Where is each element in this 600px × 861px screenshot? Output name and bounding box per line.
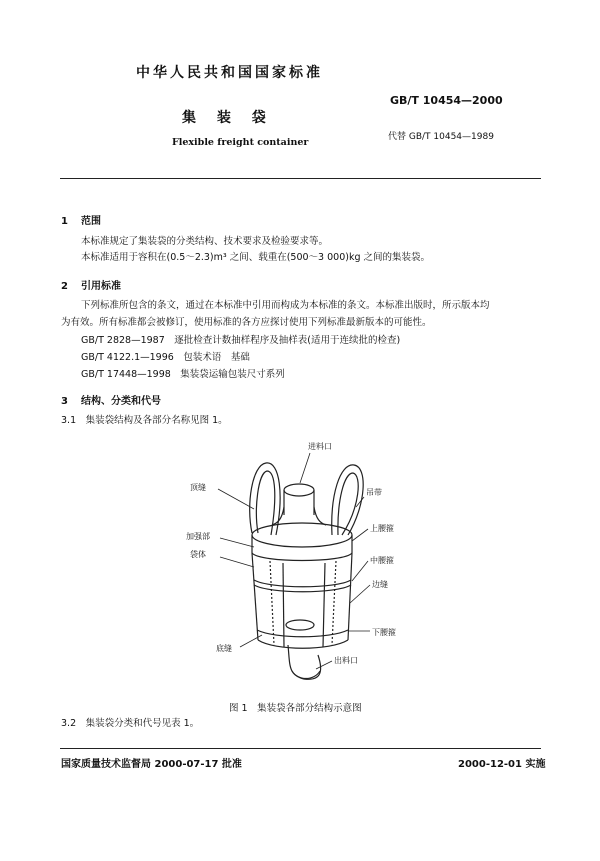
- effective-date: 2000-12-01 实施: [458, 759, 546, 770]
- bag-structure-figure: [180, 435, 420, 690]
- paragraph: 为有效。所有标准都会被修订，使用标准的各方应探讨使用下列标准最新版本的可能性。: [61, 317, 432, 328]
- clause-3-1: 3.1 集装袋结构及各部分名称见图 1。: [61, 415, 228, 426]
- label-inlet: 进料口: [308, 442, 332, 451]
- label-upper-band: 上腰箍: [370, 524, 394, 533]
- document-title: 集 装 袋: [182, 110, 274, 126]
- label-side-seam: 边缝: [372, 580, 388, 589]
- label-reinforcement: 加强部: [186, 532, 210, 541]
- section-1-heading: [61, 212, 101, 227]
- section-title: 结构、分类和代号: [81, 396, 161, 407]
- section-2-heading: [61, 277, 121, 292]
- header-divider: [60, 178, 541, 179]
- reference-item: GB/T 4122.1—1996 包装术语 基础: [81, 352, 250, 363]
- label-lower-band: 下腰箍: [372, 628, 396, 637]
- footer-divider: [60, 748, 541, 749]
- label-bag-body: 袋体: [190, 550, 206, 559]
- paragraph: 本标准规定了集装袋的分类结构、技术要求及检验要求等。: [81, 236, 329, 247]
- standard-number: GB/T 10454—2000: [390, 94, 503, 107]
- reference-item: GB/T 17448—1998 集装袋运输包装尺寸系列: [81, 369, 285, 380]
- paragraph: 下列标准所包含的条文，通过在本标准中引用而构成为本标准的条文。本标准出版时，所示版本均: [81, 300, 490, 311]
- label-bottom-seam: 底缝: [216, 644, 232, 653]
- approval-info: 国家质量技术监督局 2000-07-17 批准: [61, 759, 242, 770]
- section-3-heading: [61, 392, 161, 407]
- national-standard-heading: 中华人民共和国国家标准: [136, 65, 323, 81]
- label-top-seam: 顶缝: [190, 483, 206, 492]
- section-number: 1: [61, 216, 68, 227]
- section-title: 引用标准: [81, 281, 121, 292]
- section-number: 3: [61, 396, 68, 407]
- english-title: Flexible freight container: [172, 137, 309, 148]
- label-middle-band: 中腰箍: [370, 556, 394, 565]
- section-title: 范围: [81, 216, 101, 227]
- replaces-standard: 代替 GB/T 10454—1989: [388, 132, 494, 142]
- figure-caption: 图 1 集装袋各部分结构示意图: [229, 703, 362, 714]
- label-sling: 吊带: [366, 488, 382, 497]
- reference-item: GB/T 2828—1987 逐批检查计数抽样程序及抽样表(适用于连续批的检查): [81, 335, 401, 346]
- section-number: 2: [61, 281, 68, 292]
- label-outlet: 出料口: [334, 656, 358, 665]
- clause-3-2: 3.2 集装袋分类和代号见表 1。: [61, 718, 200, 729]
- paragraph: 本标准适用于容积在(0.5～2.3)m³ 之间、载重在(500～3 000)kg 之间的集装袋。: [81, 252, 431, 263]
